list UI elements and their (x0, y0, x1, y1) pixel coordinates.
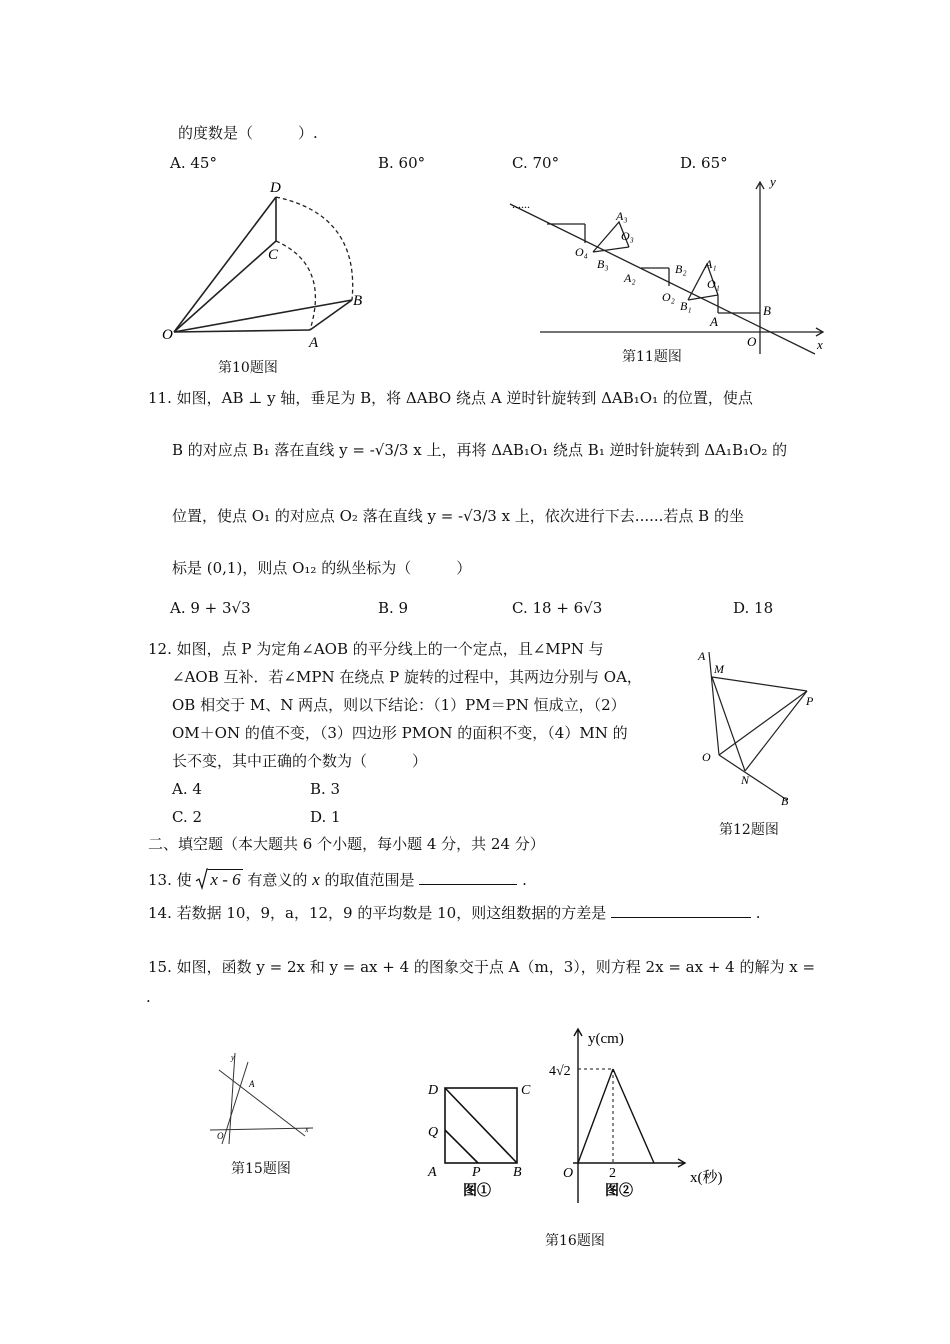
q11-option-c: C. 18 + 6√3 (512, 599, 603, 617)
q10-stem-tail: 的度数是（ ）. (178, 124, 318, 142)
q11-figure (505, 172, 835, 357)
q15-figure (205, 1050, 320, 1145)
q15-label-x: x (305, 1125, 309, 1134)
q12-label-b: B (781, 794, 789, 808)
q14-answer-blank[interactable] (611, 903, 751, 918)
q16-label-xsec: x(秒) (690, 1170, 723, 1186)
q16-figure-1 (425, 1080, 535, 1205)
q11-label-b: B (763, 303, 771, 318)
q12-line-2: ∠AOB 互补．若∠MPN 在绕点 P 旋转的过程中，其两边分别与 OA， (172, 668, 642, 686)
q11-label-x: x (817, 337, 823, 352)
q11-line-3: 位置，使点 O₁ 的对应点 O₂ 落在直线 y = -√3/3 x 上，依次进行下去......若点 B 的坐 (172, 507, 744, 525)
q11-label-o1: O₁ (707, 277, 720, 291)
q12-caption: 第12题图 (719, 822, 779, 838)
q13-end: . (522, 871, 527, 889)
q10-label-c: C (268, 247, 279, 263)
q13-radical (196, 868, 242, 890)
q11-label-a3: A₃ (616, 209, 628, 223)
q15-caption: 第15题图 (231, 1161, 291, 1177)
q11-label-b2: B₂ (675, 262, 687, 276)
q14-line (148, 903, 761, 922)
q16-label-2: 2 (609, 1166, 616, 1181)
q11-label-o3: O₃ (621, 229, 634, 243)
q12-option-d: D. 1 (310, 808, 341, 826)
q16-fig2-label: 图② (605, 1184, 633, 1199)
q12-line-1: 12. 如图，点 P 为定角∠AOB 的平分线上的一个定点，且∠MPN 与 (148, 640, 604, 658)
q16-label-a: A (428, 1165, 437, 1180)
q12-line-4: OM＋ON 的值不变，（3）四边形 PMON 的面积不变，（4）MN 的 (172, 724, 628, 742)
q12-line-3: OB 相交于 M、N 两点，则以下结论：（1）PM＝PN 恒成立，（2） (172, 696, 626, 714)
q13-radicand: x - 6 (210, 870, 241, 889)
q16-caption: 第16题图 (545, 1233, 605, 1249)
q12-label-m: M (714, 662, 724, 676)
q16-figure-2 (545, 1025, 745, 1205)
q11-line-1: 11. 如图，AB ⊥ y 轴，垂足为 B，将 ΔABO 绕点 A 逆时针旋转到 ΔAB₁O₁ 的位置，使点 (148, 389, 753, 407)
q10-label-d: D (270, 180, 281, 196)
q15-label-a: A (249, 1079, 255, 1089)
q12-label-p: P (806, 694, 814, 708)
q12-figure (690, 645, 825, 810)
section-2-heading: 二、填空题（本大题共 6 个小题，每小题 4 分，共 24 分） (148, 835, 545, 853)
q16-fig1-label: 图① (463, 1184, 491, 1199)
q11-option-d: D. 18 (733, 599, 774, 617)
q12-label-o: O (702, 750, 711, 764)
q14-end: . (755, 904, 761, 922)
q10-label-a: A (309, 335, 319, 351)
q14-text: 14. 若数据 10，9，a，12，9 的平均数是 10，则这组数据的方差是 (148, 904, 607, 922)
q15-end: . (146, 988, 151, 1006)
q16-label-ycm: y(cm) (588, 1031, 624, 1047)
q12-option-c: C. 2 (172, 808, 203, 826)
q10-caption: 第10题图 (218, 360, 278, 376)
q13-line (148, 868, 527, 890)
q13-answer-blank[interactable] (419, 870, 517, 885)
q13-suffix: 的取值范围是 (324, 871, 415, 889)
q10-label-o: O (162, 327, 173, 343)
q10-label-b: B (353, 293, 363, 309)
q12-label-a: A (698, 649, 706, 663)
q10-figure (160, 175, 380, 355)
q15-label-o: O (217, 1131, 224, 1141)
q13-var: x (312, 870, 320, 889)
q11-label-a2: A₂ (624, 271, 636, 285)
q11-label-b1: B₁ (680, 299, 692, 313)
q11-line-4: 标是 (0,1)，则点 O₁₂ 的纵坐标为（ ） (172, 559, 472, 577)
q10-option-a: A. 45° (170, 154, 217, 172)
q11-option-b: B. 9 (378, 599, 409, 617)
q16-label-b: B (513, 1165, 522, 1180)
q11-label-y: y (770, 174, 776, 189)
q10-option-c: C. 70° (512, 154, 560, 172)
q12-option-b: B. 3 (310, 780, 341, 798)
q12-option-a: A. 4 (172, 780, 202, 798)
q16-label-d: D (428, 1083, 439, 1098)
q11-option-a: A. 9 + 3√3 (170, 599, 251, 617)
q11-label-o: O (747, 334, 757, 349)
q16-label-o: O (563, 1166, 574, 1181)
q10-option-b: B. 60° (378, 154, 426, 172)
q16-label-4sqrt2: 4√2 (549, 1064, 571, 1079)
q13-prefix: 13. 使 (148, 871, 192, 889)
q13-middle: 有意义的 (247, 871, 308, 889)
q10-option-d: D. 65° (680, 154, 728, 172)
q11-label-a1: A₁ (705, 257, 717, 271)
q11-label-b3: B₃ (597, 257, 609, 271)
q12-label-n: N (741, 773, 750, 787)
q16-label-c: C (521, 1083, 531, 1098)
q15-label-y: y (231, 1053, 235, 1062)
q11-label-o4: O₄ (575, 245, 588, 259)
q11-dots: ...... (512, 197, 530, 211)
q11-line-2: B 的对应点 B₁ 落在直线 y = -√3/3 x 上，再将 ΔAB₁O₁ 绕点 B₁ 逆时针旋转到 ΔA₁B₁O₂ 的 (172, 441, 788, 459)
q15-text: 15. 如图，函数 y = 2x 和 y = ax + 4 的图象交于点 A（m，3），则方程 2x = ax + 4 的解为 x = (148, 958, 816, 976)
q11-label-o2: O₂ (662, 290, 675, 304)
q11-label-a: A (710, 314, 718, 329)
q16-label-p: P (472, 1165, 481, 1180)
q12-line-5: 长不变，其中正确的个数为（ ） (172, 752, 428, 770)
q11-caption: 第11题图 (622, 349, 682, 365)
q16-label-q: Q (428, 1125, 439, 1140)
